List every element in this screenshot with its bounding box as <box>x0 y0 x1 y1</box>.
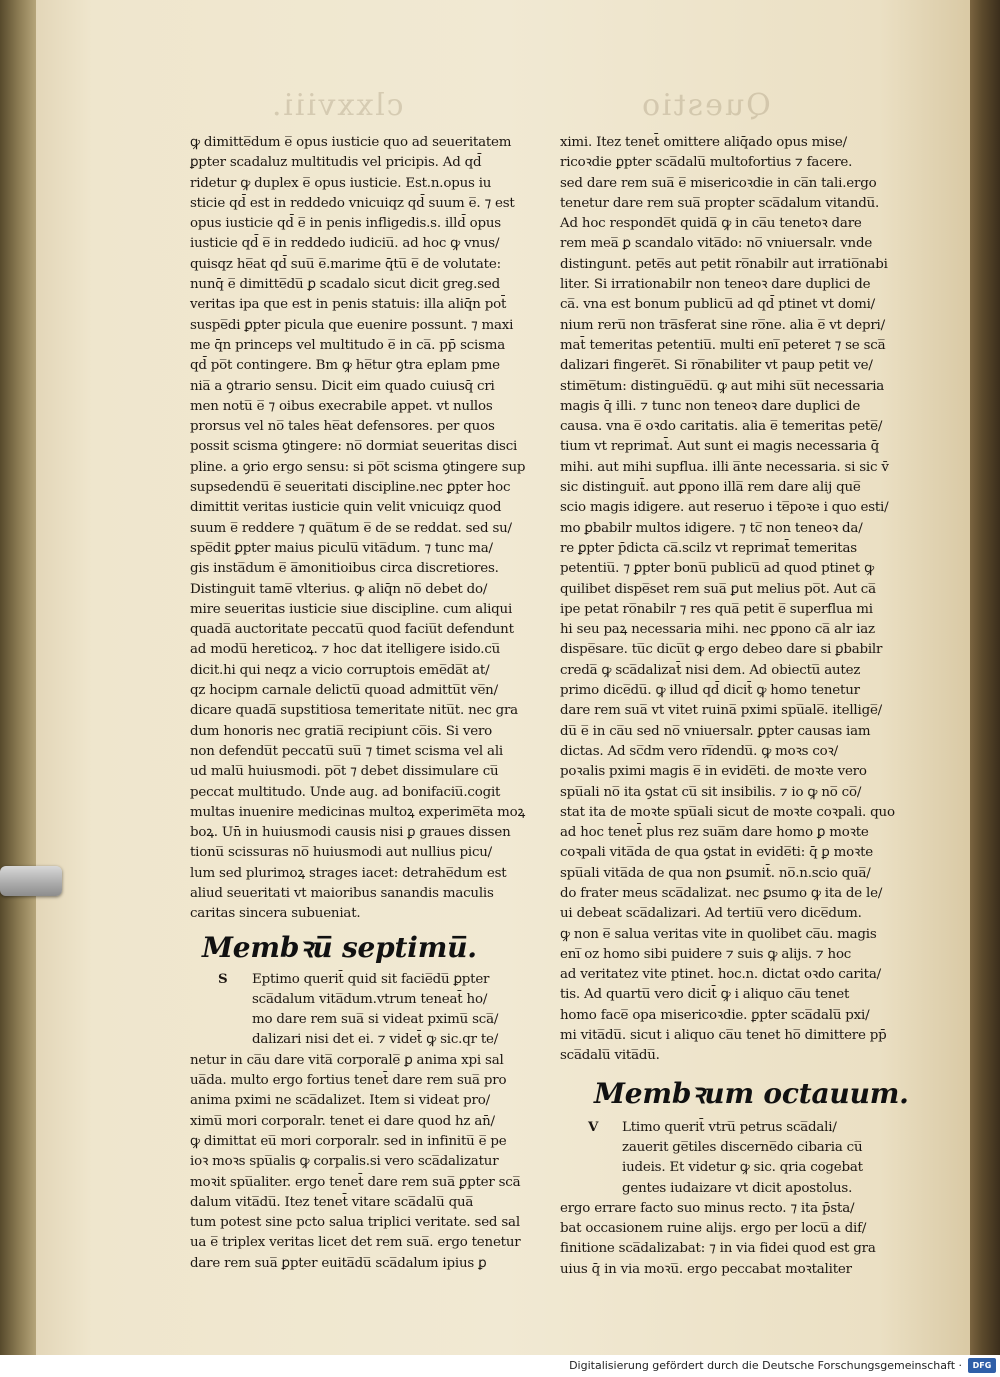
text-line: ximu̅ mori corporalr. tenet ei dare quod hz an̄/ <box>190 1113 495 1129</box>
text-line: sticie qd̄ est in reddedo vnicuiqz qd̄ suum e̅. ⁊ est <box>190 195 515 211</box>
left-lines-c <box>190 1051 535 1274</box>
text-line: boꝝ. Un̄ in huiusmodi causis nisi ꝑ graues dissen <box>190 825 511 841</box>
text-line: spu̅ali no̅ ita ꝯstat cu̅ sit insibilis. ⁊ io ꝙ no̅ co̅/ <box>560 784 862 800</box>
text-line: bat occasionem ruine alijs. ergo per locu̅ a dif/ <box>560 1221 867 1237</box>
text-line: spe̅dit ꝑpter maius piculu̅ vita̅dum. ⁊ tunc ma/ <box>190 540 493 556</box>
text-line: liter. Si irrationabilr non teneoꝛ dare duplici de <box>560 277 871 293</box>
text-line: ua e̅ triplex veritas licet det rem sua̅. ergo tenetur <box>190 1235 521 1251</box>
text-line: suspe̅di ꝑpter picula que euenire possunt. ⁊ maxi <box>190 317 514 333</box>
text-line: mat̄ temeritas petentiu̅. multi eni̅ peteret ⁊ se sca̅ <box>560 337 886 353</box>
text-line: do frater meus sca̅dalizat. nec ꝑsumo ꝙ ita de le/ <box>560 885 883 901</box>
text-line: dum honoris nec gratia̅ recipiunt co̅is. Si vero <box>190 723 493 739</box>
text-line: tis. Ad quartu̅ vero dicit̄ ꝙ i aliquo ca̅u tenet <box>560 987 850 1003</box>
text-line: zauerit ge̅tiles discerne̅do cibaria cu̅ <box>622 1139 863 1155</box>
text-line: aliud seueritati vt maioribus sanandis maculis <box>190 885 494 901</box>
text-line: ca̅. vna est bonum publicu̅ ad qd̄ ptinet vt domi/ <box>560 297 875 313</box>
text-line: qd̄ po̅t contingere. Bm ꝙ he̅tur ꝯtra eplam pme <box>190 358 500 374</box>
section-heading-septimum: Membꝛu̅ septimu̅. <box>202 930 477 964</box>
text-line: hi seu paꝝ necessaria mihi. nec ꝑpono ca̅ alr iaz <box>560 622 875 638</box>
section-heading-octauum: Membꝛum octauum. <box>594 1076 909 1110</box>
text-line: possit scisma ꝯtingere: no̅ dormiat seueritas disci <box>190 439 518 455</box>
text-line: stat ita de moꝛte spu̅ali sicut de moꝛte coꝛpali. quo <box>560 804 895 820</box>
text-line: re ꝑpter p̄dicta ca̅.scilz vt reprimat̄ temeritas <box>560 540 857 556</box>
text-line: distingunt. pete̅s aut petit ro̅nabilr aut irratio̅nabi <box>560 256 888 272</box>
text-line: anima pximi ne sca̅dalizet. Item si videat pro/ <box>190 1093 490 1109</box>
text-line: sic distinguit̄. aut ꝑpono illa̅ rem dare alij que̅ <box>560 480 861 496</box>
text-line: creda̅ ꝙ sca̅dalizat̄ nisi dem. Ad obiectu̅ autez <box>560 662 861 678</box>
text-line: primo dice̅du̅. ꝙ illud qd̄ dicit̄ ꝙ homo tenetur <box>560 683 860 699</box>
text-line: gentes iudaizare vt dicit apostolus. <box>622 1180 853 1196</box>
text-line: ui debeat sca̅dalizari. Ad tertiu̅ vero dice̅dum. <box>560 906 862 922</box>
initial-letter: S <box>218 970 228 987</box>
text-line: ud malu̅ huiusmodi. po̅t ⁊ debet dissimulare cu̅ <box>190 764 499 780</box>
text-line: ipe petat ro̅nabilr ⁊ res qua̅ petit e̅ superflua mi <box>560 601 873 617</box>
text-line: Distinguit tame̅ vlterius. ꝙ aliq̄n no̅ debet do/ <box>190 581 488 597</box>
text-line: scio magis idigere. aut reseruo i te̅poꝛe i quo esti/ <box>560 500 889 516</box>
text-line: rem mea̅ ꝑ scandalo vita̅do: no̅ vniuersalr. vnde <box>560 236 873 252</box>
text-line: non defendu̅t peccatu̅ suu̅ ⁊ timet scisma vel ali <box>190 743 503 759</box>
text-line: homo face̅ opa misericoꝛdie. ꝑpter sca̅dalu̅ pxi/ <box>560 1007 870 1023</box>
text-line: dalum vita̅du̅. Itez tenet̄ vitare sca̅dalu̅ qua̅ <box>190 1194 474 1210</box>
text-line: ad modu̅ hereticoꝝ. ⁊ hoc dat itelligere isido.cu̅ <box>190 642 501 658</box>
text-line <box>560 1117 905 1138</box>
text-line: uius q̄ in via moꝛu̅. ergo peccabat moꝛtaliter <box>560 1261 852 1277</box>
text-line: prorsus vel no̅ tales he̅at defensores. per quos <box>190 419 495 435</box>
text-line: tenetur dare rem sua̅ propter sca̅dalum vitandu̅. <box>560 195 880 211</box>
text-line: tium vt reprimat̄. Aut sunt ei magis necessaria q̄ <box>560 439 880 455</box>
text-line: caritas sincera subueniat. <box>190 906 361 922</box>
text-line: mire seueritas iusticie siue discipline. cum aliqui <box>190 601 513 617</box>
showthrough-running-head: Questio <box>640 88 771 123</box>
right-lines-b <box>560 1117 905 1199</box>
text-line: finitione sca̅dalizabat: ⁊ in via fidei quod est gra <box>560 1241 876 1257</box>
text-line: du̅ e̅ in ca̅u sed no̅ vniuersalr. ꝑpter causas iam <box>560 723 871 739</box>
text-line: mihi. aut mihi supflua. illi a̅nte necessaria. si sic v̄ <box>560 459 889 475</box>
text-line: dicare quada̅ supstitiosa temeritate nitu̅t. nec gra <box>190 703 518 719</box>
text-line: qz hocipm carnale delictu̅ quoad admittu̅t ve̅n/ <box>190 683 498 699</box>
text-line: spu̅ali vita̅da de qua non ꝑsumit̄. no̅.n.scio qua̅/ <box>560 865 871 881</box>
text-line: ioꝛ moꝛs spu̅alis ꝙ corpalis.si vero sca̅dalizatur <box>190 1154 499 1170</box>
text-line: magis q̄ illi. ⁊ tunc non teneoꝛ dare duplici de <box>560 398 861 414</box>
text-line: mo dare rem sua̅ si videat pximu̅ sca̅/ <box>252 1012 499 1028</box>
text-line: tum potest sine pcto salua triplici veritate. sed sal <box>190 1215 520 1231</box>
text-line: peccat multitudo. Unde aug. ad bonifaciu̅.cogit <box>190 784 501 800</box>
text-line: Ad hoc responde̅t quida̅ ꝙ in ca̅u tenetoꝛ dare <box>560 216 862 232</box>
book-edge-left <box>0 0 36 1355</box>
text-line: opus iusticie qd̄ e̅ in penis infligedis.s. illd̄ opus <box>190 216 501 232</box>
text-line: iusticie qd̄ e̅ in reddedo iudiciu̅. ad hoc ꝙ vnus/ <box>190 236 500 252</box>
text-line: petentiu̅. ⁊ ꝑpter bonu̅ publicu̅ ad quod ptinet ꝙ <box>560 561 875 577</box>
text-line: ergo errare facto suo minus recto. ⁊ ita p̄sta/ <box>560 1200 855 1216</box>
text-line: veritas ipa que est in penis statuis: illa aliq̄n pot̄ <box>190 297 507 313</box>
text-line: gis insta̅dum e̅ a̅monitioibus circa discretiores. <box>190 561 499 577</box>
text-line: dicit.hi qui neqz a vicio corruptois eme̅da̅t at/ <box>190 662 490 678</box>
text-line: dare rem sua̅ vt vitet ruina̅ pximi spu̅ale̅. itellige̅/ <box>560 703 882 719</box>
text-line: coꝛpali vita̅da de qua ꝯstat in evide̅ti: q̄ ꝑ moꝛte <box>560 845 874 861</box>
left-lines-a <box>190 133 535 925</box>
text-line: quisqz he̅at qd̄ suu̅ e̅.marime q̄tu̅ e̅ de volutate: <box>190 256 501 272</box>
text-line: mo ꝑbabilr multos idigere. ⁊ tc̅ non teneoꝛ da/ <box>560 520 863 536</box>
text-line: sca̅dalu̅ vita̅du̅. <box>560 1048 660 1064</box>
text-line: sca̅dalum vita̅dum.vtrum teneat̄ ho/ <box>252 991 488 1007</box>
text-line-content: Ltimo querit̄ vtru̅ petrus sca̅dali/ <box>622 1119 837 1135</box>
footer-credit: Digitalisierung gefördert durch die Deutsche Forschungsgemeinschaft · <box>569 1359 962 1372</box>
text-line: stime̅tum: distingue̅du̅. ꝙ aut mihi su̅t necessaria <box>560 378 885 394</box>
text-line: ꝙ dimittat eu̅ mori corporalr. sed in infinitu̅ e̅ pe <box>190 1133 507 1149</box>
text-line: eni̅ oz homo sibi puidere ⁊ suis ꝙ alijs. ⁊ hoc <box>560 946 852 962</box>
text-line: suum e̅ reddere ⁊ qua̅tum e̅ de se reddat. sed su/ <box>190 520 512 536</box>
text-line: ricoꝛdie ꝑpter sca̅dalu̅ multofortius ⁊ facere. <box>560 155 853 171</box>
text-line: ua̅da. multo ergo fortius tenet̄ dare rem sua̅ pro <box>190 1073 507 1089</box>
text-line: ridetur ꝙ duplex e̅ opus iusticie. Est.n.opus iu <box>190 175 492 191</box>
text-line: dispe̅sare. tu̅c dicu̅t ꝙ ergo debeo dare si ꝑbabilr <box>560 642 883 658</box>
text-line: moꝛit spu̅aliter. ergo tenet̄ dare rem sua̅ ꝑpter sca̅ <box>190 1174 521 1190</box>
text-line: iudeis. Et videtur ꝙ sic. qria cogebat <box>622 1160 863 1176</box>
book-spine-right <box>970 0 1000 1355</box>
text-line: men notu̅ e̅ ⁊ oibus execrabile appet. vt nullos <box>190 398 493 414</box>
text-line: netur in ca̅u dare vita̅ corporale̅ ꝑ anima xpi sal <box>190 1052 504 1068</box>
text-line: quilibet dispe̅set rem sua̅ ꝑut melius po̅t. Aut ca̅ <box>560 581 876 597</box>
dfg-logo: DFG <box>968 1358 996 1373</box>
text-line: supsedendu̅ e̅ seueritati discipline.nec ꝑpter hoc <box>190 480 511 496</box>
text-line-content: Eptimo querit̄ quid sit facie̅du̅ ꝑpter <box>252 971 490 987</box>
digitization-footer <box>0 1355 1000 1377</box>
text-line: mi vita̅du̅. sicut i aliquo ca̅u tenet ho̅ dimittere pp̄ <box>560 1028 887 1044</box>
text-line: dictas. Ad sc̅dm vero ri̅dendu̅. ꝙ moꝛs coꝛ/ <box>560 743 838 759</box>
left-lines-b <box>190 969 535 1051</box>
text-line: nium reru̅ non tra̅sferat sine ro̅ne. alia e̅ vt depri/ <box>560 317 885 333</box>
text-line: sed dare rem sua̅ e̅ misericoꝛdie in ca̅n tali.ergo <box>560 175 877 191</box>
text-line: ꝑpter scadaluz multitudis vel pricipis. Ad qd̄ <box>190 155 482 171</box>
right-lines-c <box>560 1199 905 1280</box>
page-clip <box>0 866 62 896</box>
text-line: poꝛalis pximi magis e̅ in evide̅ti. de moꝛte vero <box>560 764 867 780</box>
initial-letter: V <box>588 1118 599 1135</box>
text-line: nia̅ a ꝯtrario sensu. Dicit eim quado cuiusq̄ cri <box>190 378 495 394</box>
text-line: me q̄n princeps vel multitudo e̅ in ca̅. pp̄ scisma <box>190 337 506 353</box>
text-line: quada̅ auctoritate peccatu̅ quod faciu̅t defendunt <box>190 622 514 638</box>
right-lines-a <box>560 133 905 1067</box>
text-line: multas inuenire medicinas multoꝝ experime̅ta moꝝ <box>190 804 526 820</box>
text-line: lum sed plurimoꝝ strages iacet: detrahe̅dum est <box>190 865 507 881</box>
text-line: ad hoc tenet̄ plus rez sua̅m dare homo ꝑ moꝛte <box>560 825 869 841</box>
text-line: dimittit veritas iusticie quin velit vnicuiqz quod <box>190 500 502 516</box>
text-line: causa. vna e̅ oꝛdo caritatis. alia e̅ temeritas pete̅/ <box>560 419 883 435</box>
text-line: pline. a ꝯrio ergo sensu: si po̅t scisma ꝯtingere sup <box>190 459 526 475</box>
text-line: ad veritatez vite ptinet. hoc.n. dictat oꝛdo carita/ <box>560 967 881 983</box>
text-line: nunq̄ e̅ dimitte̅du̅ ꝑ scadalo sicut dicit greg.sed <box>190 277 501 293</box>
text-column-right <box>560 133 909 1280</box>
text-line: ximi. Itez tenet̄ omittere aliq̄ado opus mise/ <box>560 135 847 150</box>
text-column-left <box>190 133 535 1274</box>
showthrough-folio: clxxviii. <box>270 88 404 123</box>
text-line: dalizari nisi det ei. ⁊ videt̄ ꝙ sic.qr te/ <box>252 1032 499 1048</box>
text-line: dare rem sua̅ ꝑpter euita̅du̅ sca̅dalum ipius ꝑ <box>190 1255 487 1271</box>
text-line: tionu̅ scissuras no̅ huiusmodi aut nullius picu/ <box>190 845 492 861</box>
text-line <box>190 969 535 990</box>
text-line: ꝙ non e̅ salua veritas vite in quolibet ca̅u. magis <box>560 926 877 942</box>
text-line: ꝙ dimitte̅dum e̅ opus iusticie quo ad seueritatem <box>190 135 512 150</box>
text-line: dalizari fingere̅t. Si ro̅nabiliter vt paup petit ve/ <box>560 358 873 374</box>
